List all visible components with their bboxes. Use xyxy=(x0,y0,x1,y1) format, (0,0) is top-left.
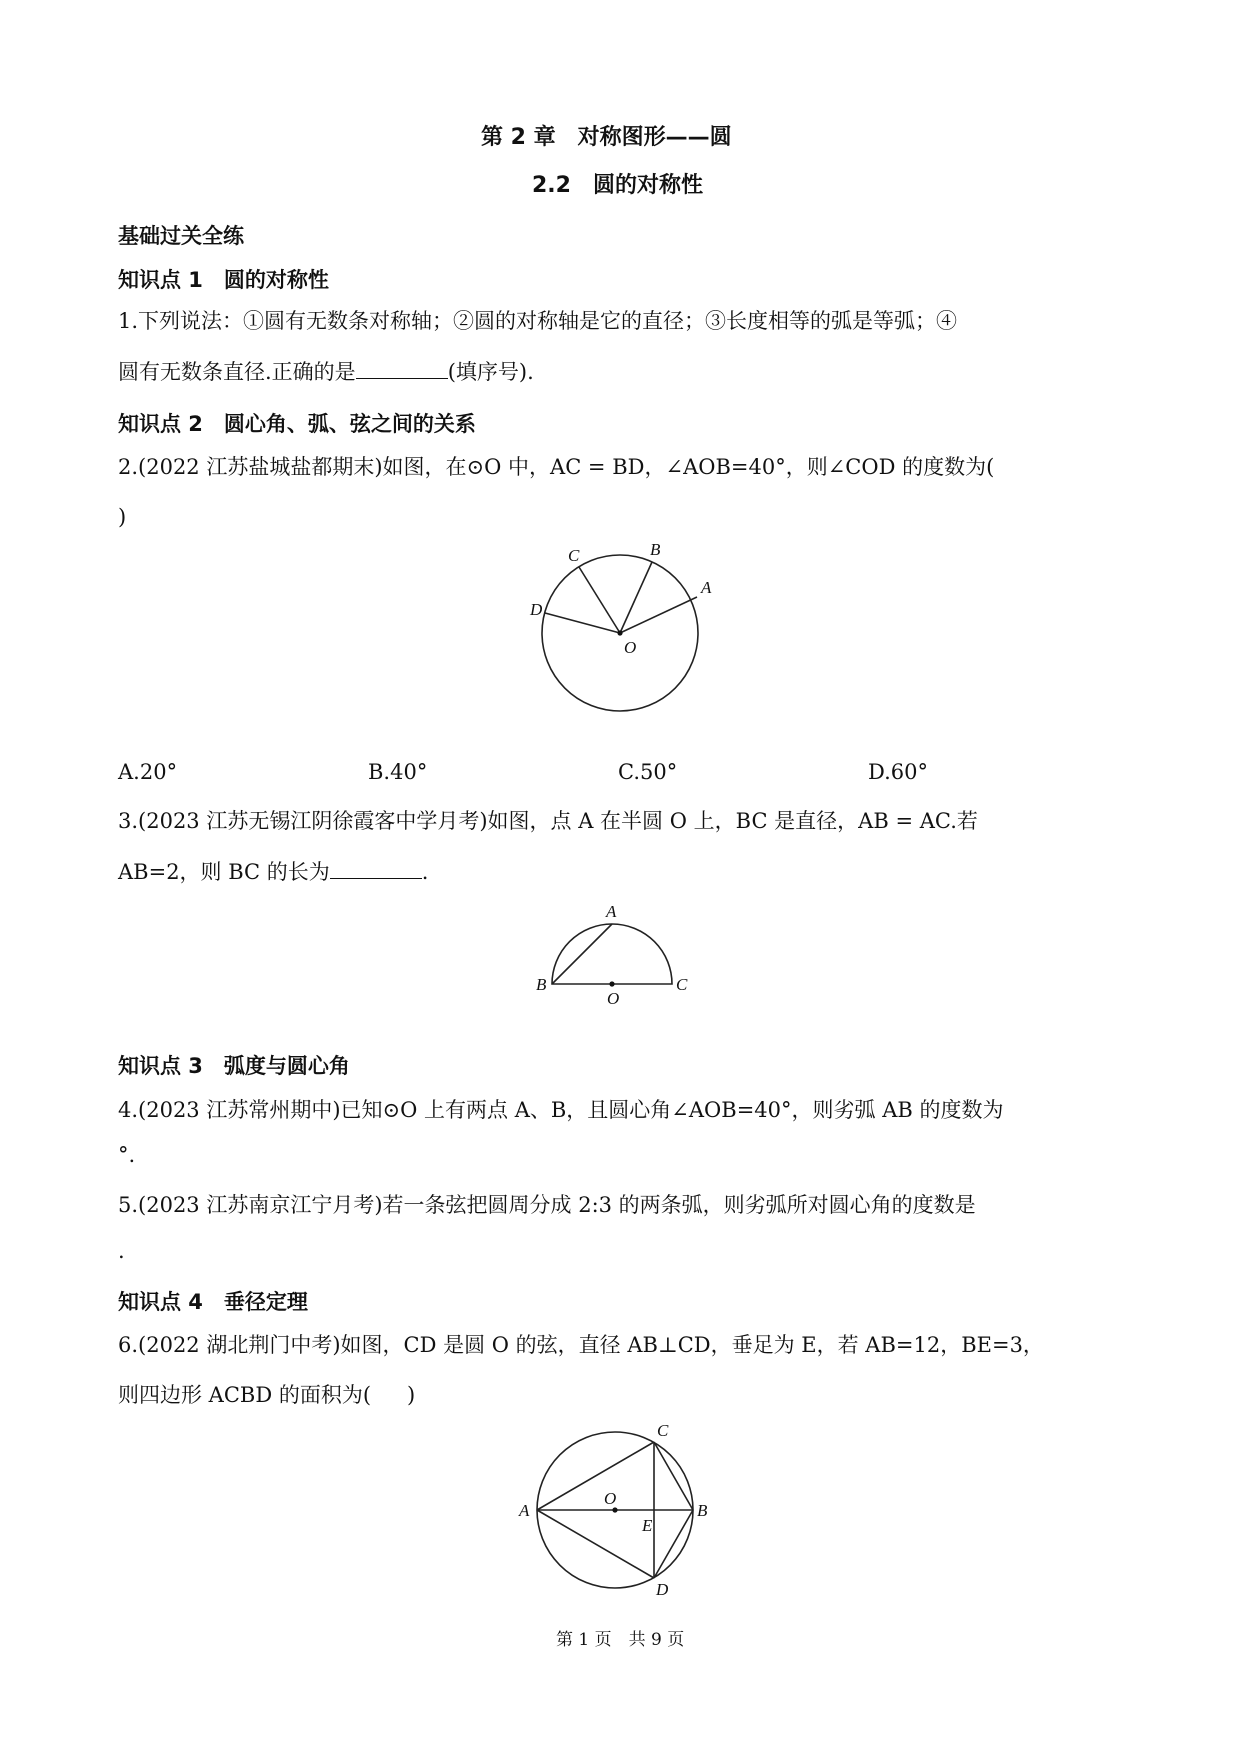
question-5-line2: . xyxy=(118,1239,125,1263)
section-heading: 基础过关全练 xyxy=(118,224,244,248)
question-1-text: 圆有无数条直径.正确的是 xyxy=(118,360,356,384)
answer-blank-1[interactable] xyxy=(356,356,448,379)
chord-ab xyxy=(552,924,612,984)
label-a: A xyxy=(606,902,617,921)
label-a: A xyxy=(701,578,712,597)
option-d[interactable]: D.60° xyxy=(868,760,928,784)
section-title xyxy=(532,168,703,199)
question-6-line2 xyxy=(118,1380,415,1410)
knowledge-point-1-title: 知识点 1 圆的对称性 xyxy=(118,268,329,292)
question-3-text: AB=2，则 BC 的长为 xyxy=(118,860,330,884)
segment-ad xyxy=(537,1510,654,1578)
label-o: O xyxy=(604,1489,617,1508)
label-b: B xyxy=(650,540,661,559)
option-b[interactable]: B.40° xyxy=(368,760,428,784)
label-c: C xyxy=(568,546,580,565)
label-o: O xyxy=(624,638,637,657)
label-e: E xyxy=(642,1516,653,1535)
knowledge-point-3-title: 知识点 3 弧度与圆心角 xyxy=(118,1054,350,1078)
page-footer: 第 1 页 共 9 页 xyxy=(556,1630,685,1650)
semicircle-o xyxy=(552,924,672,984)
option-c[interactable]: C.50° xyxy=(618,760,678,784)
question-6-text: 则四边形 ACBD 的面积为( xyxy=(118,1383,372,1407)
question-2-line2: ) xyxy=(118,505,127,529)
center-point-o xyxy=(609,981,614,986)
segment-ac xyxy=(537,1442,654,1510)
label-o: O xyxy=(607,989,620,1008)
center-point-o xyxy=(612,1507,617,1512)
question-4-line2: °. xyxy=(118,1143,136,1167)
center-point-o xyxy=(617,630,622,635)
label-a: A xyxy=(519,1501,530,1520)
figure-question-6 xyxy=(515,1418,725,1603)
segment-db xyxy=(654,1510,693,1578)
question-1-line1: 1.下列说法：①圆有无数条对称轴；②圆的对称轴是它的直径；③长度相等的弧是等弧；④ xyxy=(118,309,958,333)
question-3-suffix: . xyxy=(421,860,429,884)
question-4-line1: 4.(2023 江苏常州期中)已知⊙O 上有两点 A、B，且圆心角∠AOB=40°，则劣弧 AB 的度数为 xyxy=(118,1098,1004,1122)
knowledge-point-4-title: 知识点 4 垂径定理 xyxy=(118,1290,308,1314)
label-d: D xyxy=(656,1580,669,1599)
question-1-suffix: (填序号). xyxy=(447,360,534,384)
question-1-line2 xyxy=(118,356,534,387)
option-a[interactable]: A.20° xyxy=(118,760,178,784)
label-c: C xyxy=(657,1421,669,1440)
question-6-line1: 6.(2022 湖北荆门中考)如图，CD 是圆 O 的弦，直径 AB⊥CD，垂足为 E，若 AB=12，BE=3， xyxy=(118,1333,1044,1357)
figure-question-3 xyxy=(528,890,708,1010)
chapter-title: 第 2 章 对称图形——圆 xyxy=(481,125,732,150)
segment-cb xyxy=(654,1442,693,1510)
label-b: B xyxy=(536,975,547,994)
knowledge-point-2-title: 知识点 2 圆心角、弧、弦之间的关系 xyxy=(118,412,476,436)
figure-question-2 xyxy=(520,535,720,720)
question-5-line1: 5.(2023 江苏南京江宁月考)若一条弦把圆周分成 2:3 的两条弧，则劣弧所对圆心角的度数是 xyxy=(118,1193,976,1217)
question-3-line1: 3.(2023 江苏无锡江阴徐霞客中学月考)如图，点 A 在半圆 O 上，BC 是直径，AB = AC.若 xyxy=(118,809,978,833)
label-b: B xyxy=(697,1501,708,1520)
question-6-suffix: ) xyxy=(407,1383,416,1407)
radius-oa xyxy=(620,597,697,633)
question-2-line1: 2.(2022 江苏盐城盐都期末)如图，在⊙O 中，AC = BD，∠AOB=40°，则∠COD 的度数为( xyxy=(118,455,995,479)
answer-blank-3[interactable] xyxy=(330,856,422,879)
label-d: D xyxy=(530,600,543,619)
section-title-text: 2.2 圆的对称性 xyxy=(532,173,703,198)
radius-ob xyxy=(620,562,652,633)
label-c: C xyxy=(676,975,688,994)
question-3-line2 xyxy=(118,856,428,887)
